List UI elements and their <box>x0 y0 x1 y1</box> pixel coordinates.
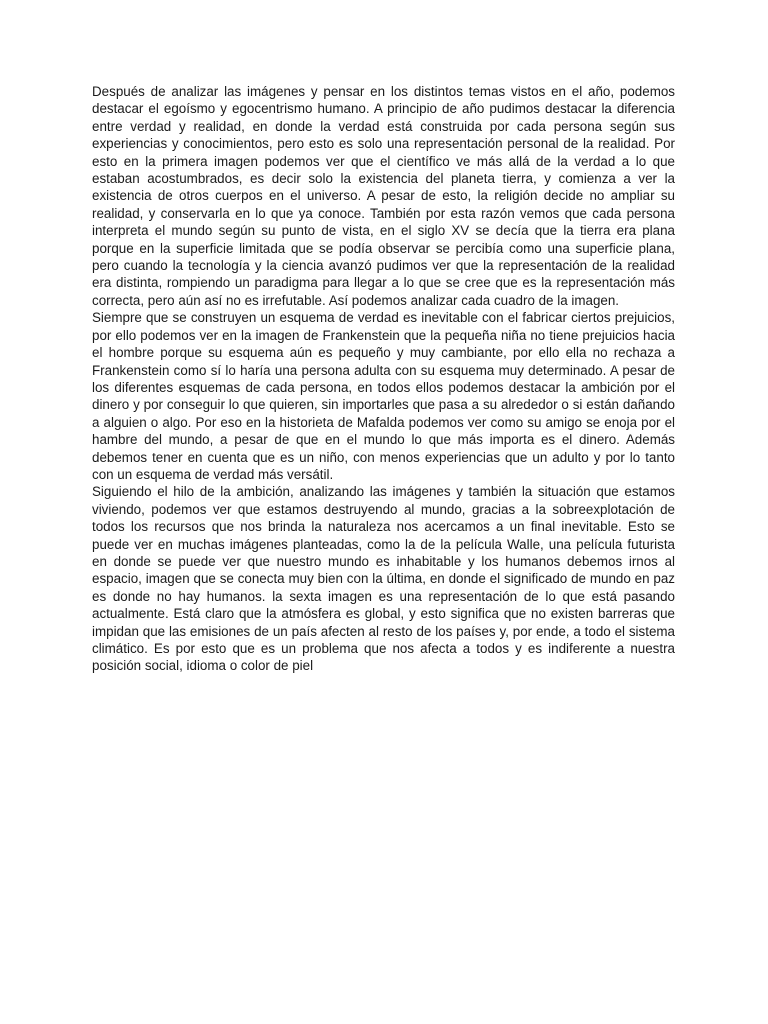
paragraph-ambition: Siguiendo el hilo de la ambición, analizando las imágenes y también la situación que estamos viviendo, podemos ver que estamos destruyendo al mundo, gracias a la sobreexplotación de todos los recursos que nos brinda la naturaleza nos acercamos a un final inevitable. Esto se puede ver en muchas imágenes planteadas, como la de la película Walle, una película futurista en donde se puede ver que nuestro mundo es inhabitable y los humanos debemos irnos al espacio, imagen que se conecta muy bien con la última, en donde el significado de mundo en paz es donde no hay humanos. la sexta imagen es una representación de lo que está pasando actualmente. Está claro que la atmósfera es global, y esto significa que no existen barreras que impidan que las emisiones de un país afecten al resto de los países y, por ende, a todo el sistema climático. Es por esto que es un problema que nos afecta a todos y es indiferente a nuestra posición social, idioma o color de piel <box>92 484 675 674</box>
paragraph-prejudice: Siempre que se construyen un esquema de verdad es inevitable con el fabricar ciertos prejuicios, por ello podemos ver en la imagen de Frankenstein que la pequeña niña no tiene prejuicios hacia el hombre porque su esquema aún es pequeño y muy cambiante, por ello ella no rechaza a Frankenstein como sí lo haría una persona adulta con su esquema muy determinado. A pesar de los diferentes esquemas de cada persona, en todos ellos podemos destacar la ambición por el dinero y por conseguir lo que quieren, sin importarles que pasa a su alrededor o si están dañando a alguien o algo. Por eso en la historieta de Mafalda podemos ver como su amigo se enoja por el hambre del mundo, a pesar de que en el mundo lo que más importa es el dinero. Además debemos tener en cuenta que es un niño, con menos experiencias que un adulto y por lo tanto con un esquema de verdad más versátil. <box>92 310 675 482</box>
paragraph-intro: Después de analizar las imágenes y pensar en los distintos temas vistos en el año, podemos destacar el egoísmo y egocentrismo humano. A principio de año pudimos destacar la diferencia entre verdad y realidad, en donde la verdad está construida por cada persona según sus experiencias y conocimientos, pero esto es solo una representación personal de la realidad. Por esto en la primera imagen podemos ver que el científico ve más allá de la verdad a lo que estaban acostumbrados, es decir solo la existencia del planeta tierra, y comienza a ver la existencia de otros cuerpos en el universo. A pesar de esto, la religión decide no ampliar su realidad, y conservarla en lo que ya conoce. También por esta razón vemos que cada persona interpreta el mundo según su punto de vista, en el siglo XV se decía que la tierra era plana porque en la superficie limitada que se podía observar se percibía como una superficie plana, pero cuando la tecnología y la ciencia avanzó pudimos ver que la representación de la realidad era distinta, rompiendo un paradigma para llegar a lo que se cree que es la representación más correcta, pero aún así no es irrefutable. Así podemos analizar cada cuadro de la imagen. <box>92 84 675 308</box>
document-body <box>92 83 675 675</box>
